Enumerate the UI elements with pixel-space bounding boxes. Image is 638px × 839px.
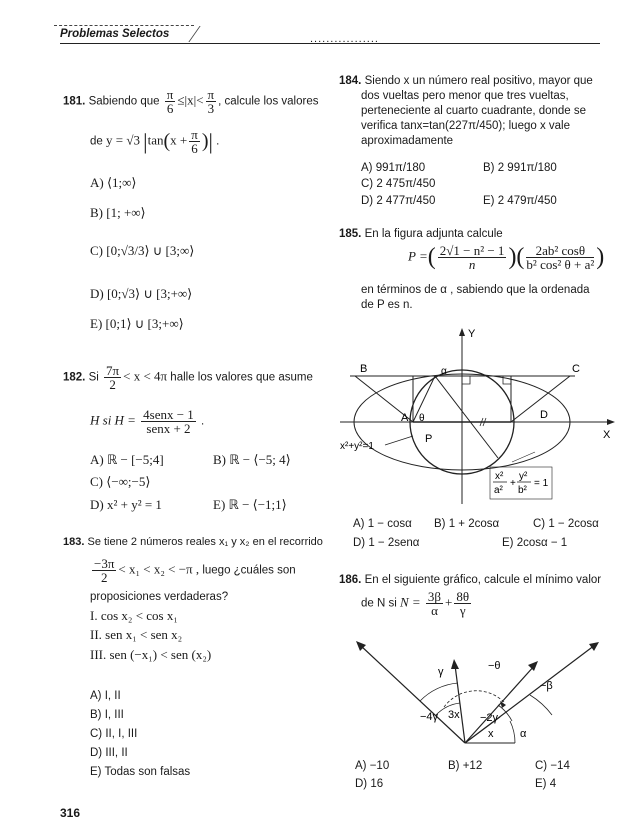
right-angle-top <box>462 376 470 384</box>
q185-p-eq: P = <box>408 248 428 264</box>
q183-prop-3: III. sen (−x₁) < sen (x₂) <box>90 647 212 662</box>
label-alpha: α <box>441 366 447 377</box>
q183-ineq: < x₁ < x₂ < −π , <box>118 561 200 577</box>
q183-number: 183. <box>63 536 85 548</box>
q182-frac: $\frac{7\pi}{2}$ <box>106 363 120 392</box>
header-dots: ................. <box>310 33 379 45</box>
q183-line2 <box>90 557 296 584</box>
q185-option-b[interactable]: B) 1 + 2cosα <box>434 518 500 530</box>
q181-option-a[interactable]: A) ⟨1;∞⟩ <box>90 175 137 190</box>
label-d: D <box>540 409 548 421</box>
y-axis-arrow <box>459 328 465 336</box>
label-2y: −2γ <box>480 712 499 724</box>
q182-option-c[interactable]: C) ⟨−∞;−5⟩ <box>90 474 151 489</box>
q182-option-a[interactable]: A) ℝ − [−5;4] <box>90 452 164 467</box>
q183-line3: proposiciones verdaderas? <box>90 591 229 603</box>
q182-option-b[interactable]: B) ℝ − ⟨−5; 4⟩ <box>213 452 291 467</box>
q181-option-c[interactable]: C) [0;√3/3⟩ ∪ [3;∞⟩ <box>90 243 195 258</box>
q184-line-3: perteneciente al cuarto cuadrante, donde se <box>361 105 587 117</box>
q182-h-si: H si <box>90 412 112 428</box>
q185-option-d[interactable]: D) 1 − 2senα <box>353 537 420 549</box>
q181-option-e[interactable]: E) [0;1⟩ ∪ [3;+∞⟩ <box>90 316 184 331</box>
label-3x: 3x <box>448 709 460 721</box>
q181-statement <box>63 88 318 115</box>
q181-y-eq: y = √3 <box>106 132 140 148</box>
q184-option-e[interactable]: E) 2 479π/450 <box>483 195 557 207</box>
q185-option-a[interactable]: A) 1 − cosα <box>353 518 412 530</box>
label-x: x <box>488 728 494 740</box>
label-y: Y <box>468 328 476 340</box>
q183-option-b[interactable]: B) I, III <box>90 709 124 721</box>
q183-line1 <box>63 535 323 550</box>
q184-line-2: dos vueltas pero menor que tres vueltas, <box>361 90 569 102</box>
x-axis-arrow <box>607 419 615 425</box>
q186-frac-1: $\frac{3\beta}{\alpha}$ <box>427 589 442 618</box>
q186-option-b[interactable]: B) +12 <box>448 760 483 772</box>
q186-option-e[interactable]: E) 4 <box>535 778 557 790</box>
label-x: X <box>603 429 611 441</box>
q185-intro-line <box>339 227 503 242</box>
q181-option-d[interactable]: D) [0;√3⟩ ∪ [3;+∞⟩ <box>90 286 193 301</box>
q183-option-e[interactable]: E) Todas son falsas <box>90 766 191 778</box>
header-title: Problemas Selectos <box>60 28 170 40</box>
q183-option-a[interactable]: A) I, II <box>90 690 121 702</box>
q183-prop-1: I. cos x₂ < cos x₁ <box>90 608 178 623</box>
q185-frac-2: $\frac{\text{2ab² cosθ}}{\text{b² cos² θ + a²}}$ <box>526 243 595 272</box>
header-slant-mark <box>188 26 214 42</box>
q182-si: Si <box>88 371 99 384</box>
q184-option-c[interactable]: C) 2 475π/450 <box>361 178 436 190</box>
header-dashed-rule <box>54 25 194 26</box>
q183-text1: Se tiene 2 números reales x₁ y x₂ en el recorrido <box>87 536 323 548</box>
q185-option-e[interactable]: E) 2cosα − 1 <box>502 537 568 549</box>
header-rule <box>60 43 600 44</box>
q183-option-c[interactable]: C) II, I, III <box>90 728 138 740</box>
label-beta: −β <box>540 680 553 692</box>
q181-function: de y = √3 |tan(x + $\frac{\pi}{6}$ )| . <box>90 127 220 156</box>
q185-line3: de P es n. <box>361 299 413 311</box>
q182-h-def: H si H = $\frac{\text{4senx − 1}}{\text{senx + 2}}$ . <box>90 407 205 436</box>
label-4y: −4γ <box>420 711 439 723</box>
q181-frac-right: $\frac{\pi}{3}$ <box>207 87 215 116</box>
label-b: B <box>360 363 368 375</box>
q185-option-c[interactable]: C) 1 − 2cosα <box>533 518 599 530</box>
q186-figure <box>340 625 610 755</box>
q181-number: 181. <box>63 95 86 108</box>
q186-frac-2: $\frac{8\theta}{\gamma}$ <box>456 589 470 618</box>
q185-number: 185. <box>339 228 362 240</box>
q181-de: de <box>90 135 103 148</box>
label-ellipse-y2: y² <box>519 471 528 482</box>
label-ellipse-b2: b² <box>518 485 527 496</box>
ray-up-left <box>455 665 465 743</box>
label-theta: −θ <box>488 660 501 672</box>
q182-option-d[interactable]: D) x² + y² = 1 <box>90 497 162 512</box>
q185-intro: En la figura adjunta calcule <box>364 228 503 240</box>
label-theta: θ <box>419 413 425 424</box>
q186-option-a[interactable]: A) −10 <box>355 760 390 772</box>
q181-tan: tan <box>147 132 164 148</box>
q184-option-a[interactable]: A) 991π/180 <box>361 162 426 174</box>
q185-formula: P =( $\frac{\text{2√1 − n² − 1}}{n}$ )( $\frac{\text{2ab² cosθ}}{\text{b² cos² θ + a²}}$ ) <box>408 243 605 272</box>
diagonal <box>435 376 498 458</box>
q185-figure <box>335 322 620 507</box>
q184-statement <box>339 74 593 149</box>
label-c: C <box>572 363 580 375</box>
q186-de-n: de N si <box>361 597 397 610</box>
q183-tail: luego ¿cuáles son <box>202 564 296 577</box>
label-ellipse-x2: x² <box>495 471 504 482</box>
label-gamma: γ <box>438 666 444 678</box>
svg-text:+: + <box>510 478 516 489</box>
q186-intro: En el siguiente gráfico, calcule el mínimo valor <box>364 574 602 586</box>
label-ellipse-rhs: = 1 <box>534 478 549 489</box>
q184-option-d[interactable]: D) 2 477π/450 <box>361 195 436 207</box>
label-p: P <box>425 433 433 445</box>
q183-frac: $\frac{-3\pi}{2}$ <box>94 556 115 585</box>
q186-n-eq: N = <box>400 594 421 610</box>
q183-prop-2: II. sen x₁ < sen x₂ <box>90 627 183 642</box>
q186-number: 186. <box>339 574 362 586</box>
q184-line-5: aproximadamente <box>361 135 454 147</box>
q186-intro-line <box>339 573 601 588</box>
q182-tail: halle los valores que asume <box>170 371 313 384</box>
label-ellipse-a2: a² <box>494 485 503 496</box>
page-number: 316 <box>60 806 81 820</box>
q184-line-1: Siendo x un número real positivo, mayor que <box>364 75 593 87</box>
label-a: A <box>401 412 409 424</box>
q181-intro: Sabiendo que <box>88 95 160 108</box>
q181-option-b[interactable]: B) [1; +∞⟩ <box>90 205 146 220</box>
q181-xplus: x + <box>170 132 188 148</box>
q183-option-d[interactable]: D) III, II <box>90 747 128 759</box>
q181-pi-six: $\frac{\pi}{6}$ <box>191 127 198 156</box>
q185-frac-1: $\frac{\text{2√1 − n² − 1}}{n}$ <box>439 243 505 272</box>
ray-left <box>360 645 465 743</box>
q184-number: 184. <box>339 75 362 87</box>
q182-h-frac: $\frac{\text{4senx − 1}}{\text{senx + 2}}$ <box>143 407 194 436</box>
q186-option-d[interactable]: D) 16 <box>355 778 384 790</box>
q186-formula <box>361 590 473 617</box>
label-alpha: α <box>520 728 527 740</box>
q182-number: 182. <box>63 371 86 384</box>
q184-option-b[interactable]: B) 2 991π/180 <box>483 162 557 174</box>
q182-statement <box>63 364 313 391</box>
label-circle-eq: x²+y²=1 <box>340 441 374 452</box>
q182-option-e[interactable]: E) ℝ − ⟨−1;1⟩ <box>213 497 287 512</box>
q181-frac-left: $\frac{\pi}{6}$ <box>166 87 174 116</box>
q184-line-4: verifica tanx=tan(227π/450); luego x vale <box>361 120 570 132</box>
q186-option-c[interactable]: C) −14 <box>535 760 570 772</box>
q182-ineq: < x < 4π <box>123 368 168 384</box>
q185-line2: en términos de α , sabiendo que la ordenada <box>361 284 590 296</box>
q181-ineq: ≤|x|< <box>177 92 204 108</box>
q182-h-eq: H = <box>114 412 136 428</box>
q186-plus: + <box>445 594 453 610</box>
q181-tail: , calcule los valores <box>218 95 319 108</box>
